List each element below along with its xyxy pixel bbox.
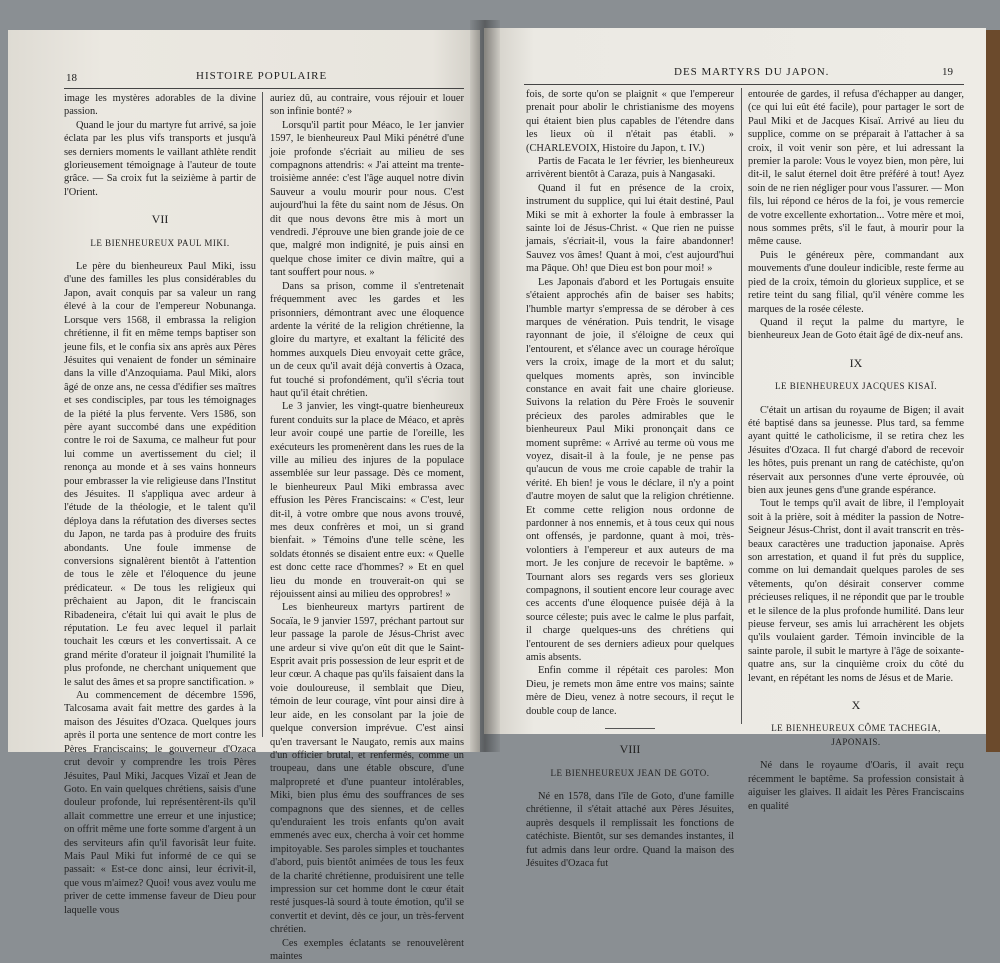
paragraph: Quand il fut en présence de la croix, instrument du supplice, qui lui était destiné, Paul Miki se mit à exhorter la foule à embrasser la sainte loi de Jésus-Christ. « Que rien ne puisse jamais, s'écriait-il, vous la faire abandonner! Sauvez vos âmes! Quant à moi, c'est aujourd'hui ma Pâque. Oh! que Dieu est bon pour moi! » — [526, 182, 734, 275]
book-cover-edge — [986, 30, 1000, 752]
paragraph: Les bienheureux martyrs partirent de Socaïa, le 9 janvier 1597, préchant partout sur leur passage la parole de Jésus-Christ avec une ardeur si vive qu'on eût dit que le Saint-Esprit avait pris possession de leur esprit et de leur cœur. A chaque pas qu'ils faisaient dans la voie douloureuse, il semblait que Dieu, témoin de leur courage, vînt pour ainsi dire à leur aide, en les consolant par la joie de quelque conversion imprévue. C'est ainsi qu'en traversant le Naugato, remis aux mains d'un officier brutal, et renfermés, comme un troupeau, dans une étable obscure, d'une malpropreté et d'une puanteur intolérables, Miki, bien plus ému des souffrances de ses compagnons que des siennes, et de celles qu'enduraient les trois enfants qu'on avait emmenés avec eux, chercha à voir cet homme impitoyable. Ses paroles simples et touchantes d'abord, puis bientôt animées de tous les feux de la charité chrétienne, produisirent une telle impression sur cet homme dont le cœur était resté jusques-là sourd à toute émotion, qu'il se convertit et devint, dès ce jour, un très-fervent chrétien. — [270, 602, 464, 936]
paragraph: Lorsqu'il partit pour Méaco, le 1er janvier 1597, le bienheureux Paul Miki pénétré d'une joie profonde s'écriait au milieu de ses compagnons attendris: « J'ai atteint ma trente-troisième année: c'est l'âge auquel notre divin Sauveur a voulu mourir pour nous. C'est aujourd'hui la fête du saint nom de Jésus. On dit que nous devons être mis à mort un vendredi. J'éprouve une bien grande joie de ce que, malgré mon indignité, je puis ainsi en quelque chose imiter ce divin maître, qui a tant souffert pour nous. » — [270, 119, 464, 279]
running-head-left: HISTOIRE POPULAIRE — [196, 70, 328, 82]
page-number-left: 18 — [66, 72, 77, 84]
paragraph: Enfin comme il répétait ces paroles: Mon Dieu, je remets mon âme entre vos mains; sainte mère de Dieu, venez à notre secours, il reçut le double coup de lance. — [526, 665, 734, 717]
paragraph: Quand le jour du martyre fut arrivé, sa joie éclata par les plus vifs transports et jusqu'à ses derniers moments le vaillant athlète rendit glorieusement témoignage à l'auteur de toute grâce. — Sa croix fut la seizième à partir de l'Orient. — [64, 119, 256, 198]
right-page — [484, 28, 986, 869]
paragraph: Puis le généreux père, commandant aux mouvements d'une douleur indicible, reste ferme au pied de la croix, témoin du glorieux supplice, et se retire teint du sang filial, qu'il vénère comme les marques de la rosée céleste. — [748, 249, 964, 315]
page-number-right: 19 — [942, 66, 953, 78]
paragraph: Partis de Facata le 1er février, les bienheureux arrivèrent bientôt à Caraza, puis à Nangasaki. — [526, 156, 734, 181]
section-title: LE BIENHEUREUX CÔME TACHEGIA, JAPONAIS. — [771, 723, 941, 747]
paragraph: Les Japonais d'abord et les Portugais ensuite s'étaient approchés afin de baiser ses habits; l'humble martyr s'empressa de se dérober à ces marques de vénération. Puis tendrit, le visage rayonnant de joie, il s'éloigne de ceux qui l'entourent, et s'élance avec un courage héroïque vers la croix, image de la mort et du salut; quelques moments après, son invincible constance en avait fait une chaire glorieuse. Suivons la relation du Père Froès le souvenir précieux des paroles admirables que le bienheureux Paul Miki prononçait dans ce moment suprême: « Arrivé au terme où vous me voyez, disait-il à la foule, je ne pense pas qu'aucun de vous me croie capable de trahir la vérité. Eh bien! je vous le déclare, il n'y a point d'autre moyen de salut que la religion chrétienne. Et comme cette religion nous ordonne de pardonner à nos ennemis, et à tous ceux qui nous ont offensés, je pardonne, quant à moi, très-volontiers à l'empereur et aux auteurs de ma mort. Je les conjure de recevoir le baptême. » Tournant alors ses regards vers ses glorieux compagnons, il soutient encore leur courage avec ces accents d'une éloquence puisée déjà à la source céleste; puis avec le calme le plus parfait, il charge quelques-uns des chrétiens qui l'entourent de ses derniers adieux pour quelques amis absents. — [526, 276, 734, 664]
paragraph: Au commencement de décembre 1596, Talcosama avait fait mettre des gardes à la maison des Jésuites d'Ozaca. Quelques jours après il porta une sentence de mort contre les Pères Franciscains; le gouverneur d'Ozaca crut devoir y comprendre les trois Pères Jésuites, Paul Miki, Jacques Vizaï et Jean de Goto. En vain quelques chrétiens, saisis d'une douleur profonde, lui représentèrent-ils qu'il allait commettre une erreur et une injustice; on offrit même une forte somme d'argent à un des serviteurs afin qu'il favorisât leur fuite. Mais Paul Miki fut informé de ce qui se passait: « Est-ce donc ainsi, leur écrivit-il, que vous m'aimez? Quoi! vous avez voulu me priver de cette immense faveur de Dieu pour laquelle vous — [64, 690, 256, 916]
left-page-column-2 — [270, 92, 464, 962]
section-title: LE BIENHEUREUX PAUL MIKI. — [90, 237, 230, 248]
section-title: LE BIENHEUREUX JACQUES KISAÏ. — [775, 381, 937, 392]
paragraph: Né dans le royaume d'Oaris, il avait reçu récemment le baptême. Sa profession consistait à aiguiser les glaives. Il aidait les Pères Franciscains en qualité — [748, 760, 964, 812]
section-number: X — [851, 698, 861, 713]
paragraph: Quand il reçut la palme du martyre, le bienheureux Jean de Goto était âgé de dix-neuf ans. — [748, 316, 964, 342]
section-divider — [605, 728, 655, 729]
right-page-column-1 — [526, 88, 734, 869]
paragraph: fois, de sorte qu'on se plaignit « que l'empereur prenait pour abolir le christianisme des moyens qui étaient bien plus capables de l'étendre dans les lieux où il n'était pas établi. » (CHARLEVOIX, Histoire du Japon, t. IV.) — [526, 89, 734, 154]
section-number: VII — [151, 212, 169, 227]
paragraph: Ces exemples éclatants se renouvelèrent maintes — [270, 937, 464, 962]
section-number: VIII — [619, 742, 641, 757]
paragraph: Dans sa prison, comme il s'entretenait fréquemment avec les gardes et les prisonniers, démontrant avec une éloquence ardente la vérité de la religion chrétienne, la gloire du martyre, et exaltant la félicité des hommes auxquels Dieu envoyait cette grâce, un de ceux qu'il avait déjà convertis à Ozaca, fut touché si profondément, qu'il s'écria tout haut qu'il était chrétien. — [270, 280, 464, 399]
paragraph: image les mystères adorables de la divine passion. — [64, 93, 256, 118]
header-rule-left — [64, 88, 464, 89]
paragraph: Tout le temps qu'il avait de libre, il l'employait soit à la prière, soit à méditer la passion de Notre-Seigneur Jésus-Christ, dont il avait transcrit en très-beaux caractères une traduction japonaise. Après son arrestation, et quand il fut près du supplice, comme on lui demandait quelques paroles de ses vêtements, qu'on désirait conserver comme précieuses reliques, il ne répondit que par le trouble et le silence de la plus profonde humilité. Dans leur pieuse ferveur, ses amis lui arrachèrent les objets qu'ils voulaient garder. Témoin invincible de la sainte parole, il subit le martyre à l'âge de soixante-quatre ans, sur la cinquième croix du côté du levant, en répétant les noms de Jésus et de Marie. — [748, 498, 964, 684]
left-page-column-1 — [64, 92, 256, 916]
section-number: IX — [849, 355, 863, 370]
running-head-right: DES MARTYRS DU JAPON. — [674, 66, 830, 78]
column-divider-left — [262, 92, 263, 737]
paragraph: auriez dû, au contraire, vous réjouir et louer son infinie bonté? » — [270, 93, 464, 118]
paragraph: Né en 1578, dans l'île de Goto, d'une famille chrétienne, il s'était attaché aux Pères Jésuites, auprès desquels il remplissait les fonctions de catéchiste. Bientôt, sur ses demandes instantes, il fut admis dans leur ordre. Quand la maison des Jésuites d'Ozaca fut — [526, 790, 734, 869]
column-divider-right — [741, 88, 742, 724]
paragraph: Le 3 janvier, les vingt-quatre bienheureux furent conduits sur la place de Méaco, et après leur avoir coupé une partie de l'oreille, les exécuteurs les promenèrent dans les rues de la ville au milieu des injures de la populace assemblée sur leur passage. Dès ce moment, le bienheureux Paul Miki embrassa avec effusion les Pères Franciscains: « C'est, leur dit-il, à votre ombre que nous avons trouvé, mes deux confrères et moi, un si grand bienfait. » Témoins d'une telle scène, les soldats étonnés se disaient entre eux: « Quelle est donc cette race d'hommes? » Et en quel lieu du monde en trouverait-on qui se réjouissent ainsi au milieu des opprobres! » — [270, 401, 464, 601]
right-page-column-2 — [748, 88, 964, 812]
paragraph: C'était un artisan du royaume de Bigen; il avait été baptisé dans sa jeunesse. Plus tard, sa femme ayant quitté le catholicisme, il se retira chez les Jésuites d'Ozaca. Il fut chargé d'abord de recevoir les hôtes, puis prenant un rang de catéchiste, qu'on réservait aux personnes d'une verte éprouvée, où bien aux jeunes gens d'une grande espérance. — [748, 404, 964, 496]
left-page — [8, 30, 480, 962]
paragraph: entourée de gardes, il refusa d'échapper au danger, (ce qui lui eût été facile), pour partager le sort de Paul Miki et de Jacques Kisaï. Arrivé au lieu du supplice, comme on se préparait à l'attacher à sa croix, il voit venir son père, et lui adressant la premier la parole: Vous le voyez bien, mon père, lui dit-il, le salut éternel doit être préféré à tout! Ayez soin de ne rien négliger pour vous l'assurer. — Mon fils, lui répond ce héros de la foi, je vous remercie de votre excellente exhortation... Votre mère et moi, nous sommes prêts, s'il le faut, à mourir pour la même cause. — [748, 89, 964, 248]
header-rule-right — [524, 84, 964, 85]
section-title: LE BIENHEUREUX JEAN DE GOTO. — [550, 767, 710, 778]
book-spine-shadow — [470, 20, 500, 752]
paragraph: Le père du bienheureux Paul Miki, issu d'une des familles les plus considérables du Japon, avait conquis par sa valeur un rang élevé à la cour de l'empereur Nobunanga. Lorsque vers 1568, il embrassa la religion chrétienne, il fit en même temps baptiser son jeune fils, et le confia six ans après aux Pères Jésuites qui venaient de fonder un séminaire dans la ville d'Anzoquiama. Paul Miki, alors âgé de onze ans, ne cessa d'édifier ses maîtres et ses condisciples, par tous les témoignages de la piété la plus fervente. Vers 1586, son père ayant succombé dans une expédition contre le roi de Saxuma, ce malheur fut pour lui comme un avertissement du ciel; il renonça au monde et à ses vains honneurs pour embrasser la vie religieuse dans l'Institut des Jésuites. Il s'appliqua avec ardeur à l'étude de la théologie, et le talent qu'il déploya dans la réfutation des diverses sectes du Japon, ne tarda pas à produire des fruits abondants. Une foule immense de conversions signalèrent bientôt à l'attention de tous le zèle et l'éloquence du jeune prédicateur. « De tous les religieux qui prêchaient au Japon, dit le franciscain Ribadeneira, c'était lui qui avait le plus de réputation. Le feu avec lequel il parlait touchait les cœurs et les convertissait. A ce grand mérite d'orateur il joignait l'humilité la plus profonde, ne cherchant uniquement que le salut des âmes et sa propre sanctification. » — [64, 261, 256, 688]
